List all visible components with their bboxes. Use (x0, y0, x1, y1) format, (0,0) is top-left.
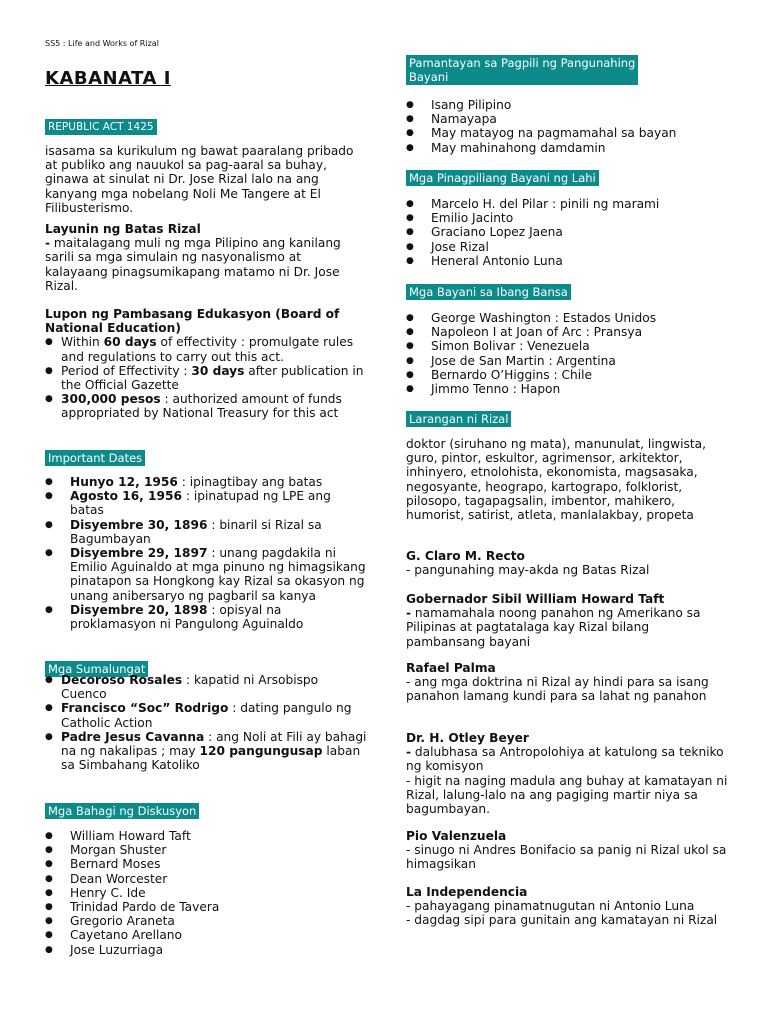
palma-section (406, 661, 728, 704)
diskusyon-list (45, 829, 367, 957)
lahi-list-item: ● Heneral Antonio Luna (406, 254, 728, 268)
diskusyon-list-item: ● William Howard Taft (45, 829, 367, 843)
lupon-list-item: ● 300,000 pesos : authorized amount of funds appropriated by National Treasury for this act (45, 392, 367, 420)
pamantayan-list (406, 98, 728, 155)
taft-heading: Gobernador Sibil William Howard Taft (406, 592, 665, 606)
diskusyon-list-item: ● Morgan Shuster (45, 843, 367, 857)
recto-section (406, 549, 728, 577)
ibang-bansa-list-item: ● Napoleon I at Joan of Arc : Pransya (406, 325, 728, 339)
independencia-text-1: - pahayagang pinamatnugutan ni Antonio Luna (406, 899, 695, 914)
lahi-list-item: ● Marcelo H. del Pilar : pinili ng marami (406, 197, 728, 211)
taft-section (406, 592, 728, 649)
diskusyon-list-item: ● Jose Luzurriaga (45, 943, 367, 957)
diskusyon-tag: Mga Bahagi ng Diskusyon (45, 803, 199, 819)
sumalungat-list (45, 673, 367, 772)
diskusyon-list-item: ● Gregorio Araneta (45, 914, 367, 928)
beyer-heading: Dr. H. Otley Beyer (406, 731, 529, 745)
beyer-text-1: - dalubhasa sa Antropolohiya at katulong sa tekniko ng komisyon (406, 745, 724, 774)
lupon-list (45, 335, 367, 420)
diskusyon-list-item: ● Bernard Moses (45, 857, 367, 871)
date-list-item: ● Disyembre 30, 1896 : binaril si Rizal sa Bagumbayan (45, 518, 367, 546)
pio-heading: Pio Valenzuela (406, 829, 507, 843)
lupon-list-item: ● Within 60 days of effectivity : promulgate rules and regulations to carry out this act. (45, 335, 367, 363)
diskusyon-list-item: ● Henry C. Ide (45, 886, 367, 900)
lahi-list-item: ● Graciano Lopez Jaena (406, 225, 728, 239)
independencia-heading: La Independencia (406, 885, 528, 899)
date-list-item: ● Disyembre 20, 1898 : opisyal na proklamasyon ni Pangulong Aguinaldo (45, 603, 367, 631)
diskusyon-list-item: ● Cayetano Arellano (45, 928, 367, 942)
date-list-item: ● Disyembre 29, 1897 : unang pagdakila ni Emilio Aguinaldo at mga pinuno ng himagsikang pinatapon sa Hongkong kay Rizal sa okasyon ng unang anibersaryo ng pagbaril sa kanya (45, 546, 367, 603)
ibang-bansa-list-item: ● Jimmo Tenno : Hapon (406, 382, 728, 396)
diskusyon-list-item: ● Dean Worcester (45, 872, 367, 886)
page-header: SS5 : Life and Works of Rizal (45, 39, 159, 48)
republic-act-text: isasama sa kurikulum ng bawat paaralang pribado at publiko ang nauukol sa pag-aaral sa buhay, ginawa at sinulat ni Dr. Jose Rizal lalo na ang kanyang mga nobelang Noli Me Tangere at El Filibusterismo. (45, 144, 354, 215)
lahi-list-item: ● Jose Rizal (406, 240, 728, 254)
larangan-text: doktor (siruhano ng mata), manunulat, lingwista, guro, pintor, eskultor, agrimensor, arkitektor, inhinyero, etnolohista, ekonomista, magsasaka, negosyante, heograpo, kartograpo, folklorist, pilosopo, tagapagsalin, imbentor, mahikero, humorist, satirist, atleta, manlalakbay, propeta (406, 437, 706, 523)
layunin-heading: Layunin ng Batas Rizal (45, 222, 201, 236)
sumalungat-list-item: ● Padre Jesus Cavanna : ang Noli at Fili ay bahagi na ng nakalipas ; may 120 pangungusap laban sa Simbahang Katoliko (45, 730, 367, 773)
date-list-item: ● Hunyo 12, 1956 : ipinagtibay ang batas (45, 475, 367, 489)
beyer-text-2: - higit na naging madula ang buhay at kamatayan ni Rizal, lalung-lalo na ang pagiging martir niya sa bagumbayan. (406, 773, 728, 817)
ibang-bansa-list-item: ● Simon Bolivar : Venezuela (406, 339, 728, 353)
ibang-bansa-list (406, 311, 728, 396)
pamantayan-list-item: ● May matayog na pagmamahal sa bayan (406, 126, 728, 140)
sumalungat-tag: Mga Sumalungat (45, 661, 148, 677)
recto-text: - pangunahing may-akda ng Batas Rizal (406, 563, 650, 578)
pamantayan-list-item: ● Namayapa (406, 112, 728, 126)
pio-text: - sinugo ni Andres Bonifacio sa panig ni Rizal ukol sa himagsikan (406, 843, 727, 872)
palma-heading: Rafael Palma (406, 661, 496, 675)
palma-text: - ang mga doktrina ni Rizal ay hindi para sa isang panahon lamang kundi para sa lahat ng panahon (406, 675, 709, 704)
lahi-tag: Mga Pinagpiliang Bayani ng Lahi (406, 170, 599, 186)
lupon-list-item: ● Period of Effectivity : 30 days after publication in the Official Gazette (45, 364, 367, 392)
chapter-title: KABANATA I (45, 68, 171, 89)
diskusyon-list-item: ● Trinidad Pardo de Tavera (45, 900, 367, 914)
sumalungat-list-item: ● Decoroso Rosales : kapatid ni Arsobispo Cuenco (45, 673, 367, 701)
date-list-item: ● Agosto 16, 1956 : ipinatupad ng LPE ang batas (45, 489, 367, 517)
pamantayan-tag: Pamantayan sa Pagpili ng Pangunahing Bayani (406, 55, 638, 85)
taft-text: - namamahala noong panahon ng Amerikano sa Pilipinas at pagtatalaga kay Rizal bilang pambansang bayani (406, 606, 701, 649)
republic-act-tag: REPUBLIC ACT 1425 (45, 119, 157, 135)
recto-heading: G. Claro M. Recto (406, 549, 525, 563)
pamantayan-list-item: ● Isang Pilipino (406, 98, 728, 112)
ibang-bansa-list-item: ● Bernardo O’Higgins : Chile (406, 368, 728, 382)
independencia-text-2: - dagdag sipi para gunitain ang kamatayan ni Rizal (406, 913, 718, 928)
ibang-bansa-list-item: ● George Washington : Estados Unidos (406, 311, 728, 325)
pio-section (406, 829, 728, 872)
important-dates-tag: Important Dates (45, 450, 145, 466)
lupon-heading: Lupon ng Pambasang Edukasyon (Board of National Education) (45, 307, 340, 336)
lahi-list-item: ● Emilio Jacinto (406, 211, 728, 225)
pamantayan-list-item: ● May mahinahong damdamin (406, 141, 728, 155)
ibang-bansa-list-item: ● Jose de San Martin : Argentina (406, 354, 728, 368)
ibang-bansa-tag: Mga Bayani sa Ibang Bansa (406, 284, 571, 300)
independencia-section (406, 885, 728, 928)
larangan-tag: Larangan ni Rizal (406, 411, 511, 427)
lupon-section (45, 307, 367, 421)
sumalungat-list-item: ● Francisco “Soc” Rodrigo : dating pangulo ng Catholic Action (45, 701, 367, 729)
layunin-text: - maitalagang muli ng mga Pilipino ang kanilang sarili sa mga simulain ng nasyonalismo at kalayaang pinagsumikapang matamo ni Dr. Jose Rizal. (45, 236, 341, 293)
beyer-section (406, 731, 728, 816)
important-dates-list (45, 475, 367, 631)
layunin-section (45, 222, 367, 293)
lahi-list (406, 197, 728, 268)
